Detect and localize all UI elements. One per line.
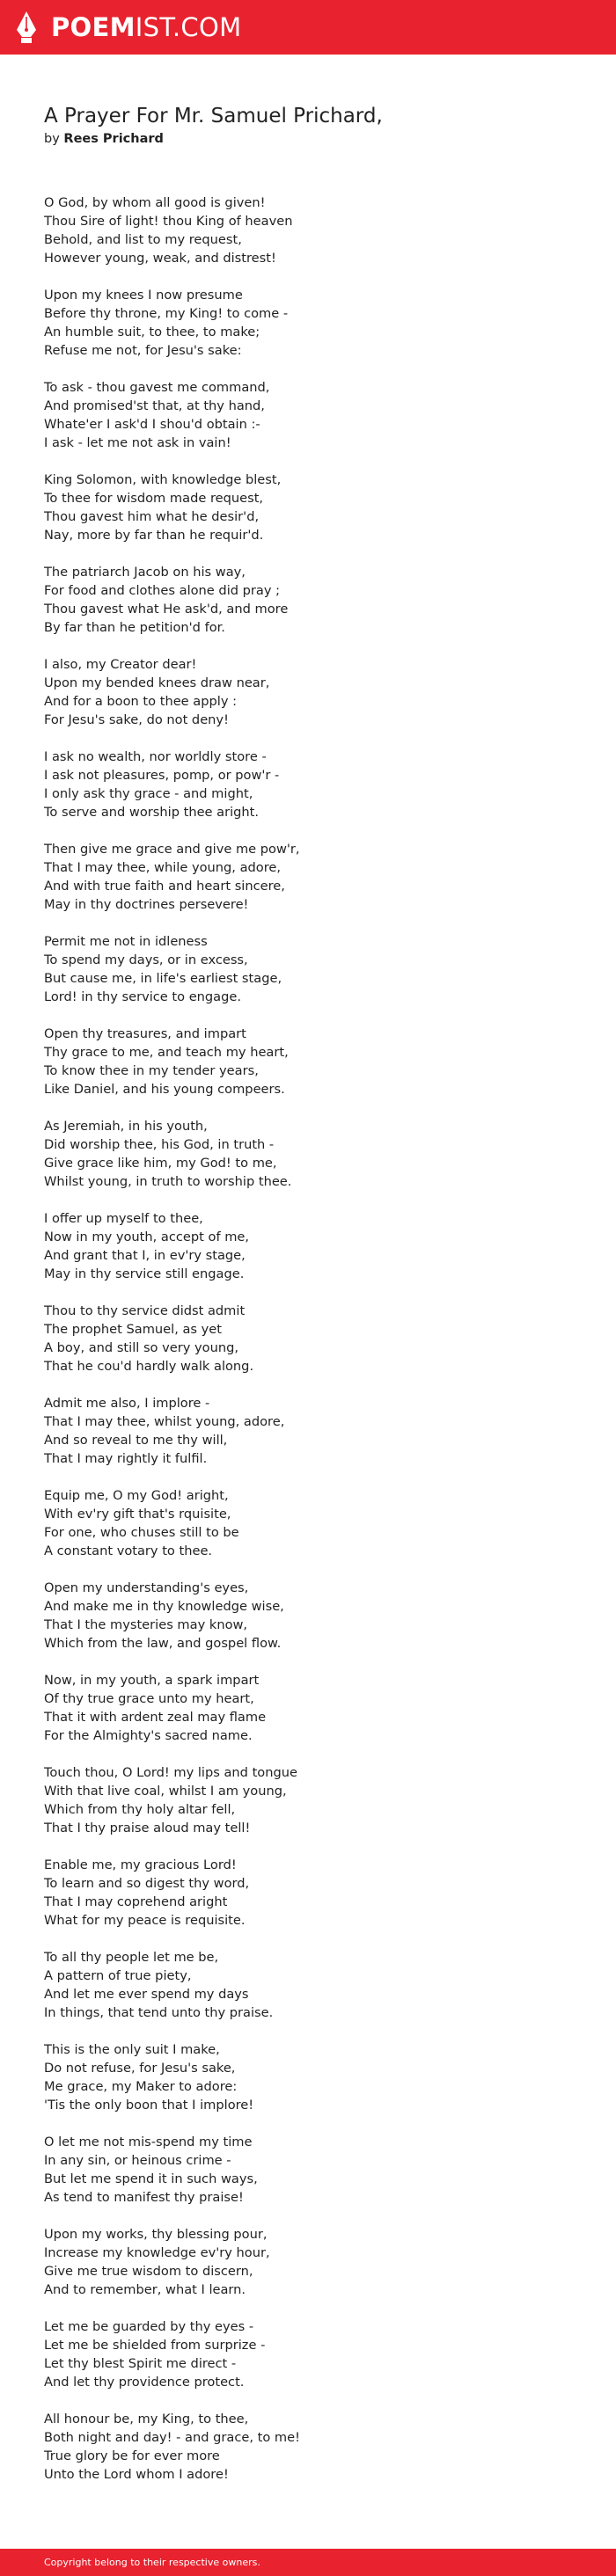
copyright-text: Copyright belong to their respective owners.: [44, 2557, 260, 2568]
poem-line: And let me ever spend my days: [44, 1987, 249, 2002]
stanza: [44, 286, 300, 360]
poem-line: But let me spend it in such ways,: [44, 2171, 258, 2186]
poem-line: To ask - thou gavest me command,: [44, 380, 270, 395]
poem-line: This is the only suit I make,: [44, 2042, 220, 2057]
poem-line: Refuse me not, for Jesu's sake:: [44, 343, 242, 358]
poem-title: A Prayer For Mr. Samuel Prichard,: [44, 105, 383, 128]
poem-line: Which from thy holy altar fell,: [44, 1802, 236, 1817]
poem-line: That I the mysteries may know,: [44, 1617, 248, 1632]
poem-line: May in thy doctrines persevere!: [44, 897, 249, 912]
poem-line: With ev'ry gift that's rquisite,: [44, 1507, 231, 1522]
author-link[interactable]: Rees Prichard: [63, 132, 164, 146]
poem-line: I offer up myself to thee,: [44, 1211, 203, 1226]
stanza: [44, 1579, 300, 1653]
poem-line: That I thy praise aloud may tell!: [44, 1821, 251, 1835]
stanza: [44, 1486, 300, 1560]
stanza: [44, 2410, 300, 2484]
poem-line: And for a boon to thee apply :: [44, 694, 238, 709]
poem-line: And promised'st that, at thy hand,: [44, 398, 265, 413]
stanza: [44, 2225, 300, 2299]
poem-line: Behold, and list to my request,: [44, 232, 242, 247]
poem-line: Before thy throne, my King! to come -: [44, 306, 289, 321]
poem-line: What for my peace is requisite.: [44, 1913, 246, 1928]
poem-line: And make me in thy knowledge wise,: [44, 1599, 284, 1614]
stanza: [44, 932, 300, 1006]
poem-line: Open thy treasures, and impart: [44, 1026, 246, 1041]
poem-line: Permit me not in idleness: [44, 934, 208, 949]
poem-line: And grant that I, in ev'ry stage,: [44, 1248, 246, 1263]
poem-line: Then give me grace and give me pow'r,: [44, 842, 300, 857]
stanza: [44, 193, 300, 267]
poem-line: And so reveal to me thy will,: [44, 1433, 228, 1448]
poem-line: That I may thee, whilst young, adore,: [44, 1414, 285, 1429]
stanza: [44, 1302, 300, 1376]
poem-line: To learn and so digest thy word,: [44, 1876, 250, 1891]
poem-line: I only ask thy grace - and might,: [44, 786, 253, 801]
poem-line: Upon my works, thy blessing pour,: [44, 2227, 268, 2242]
logo-light-text: IST.COM: [135, 12, 242, 42]
poem-body: [44, 193, 300, 2502]
poem-line: Thy grace to me, and teach my heart,: [44, 1045, 289, 1060]
stanza: [44, 655, 300, 729]
byline: [44, 130, 164, 148]
poem-line: Let me be shielded from surprize -: [44, 2338, 266, 2353]
stanza: [44, 1948, 300, 2022]
poem-line: An humble suit, to thee, to make;: [44, 325, 260, 339]
pen-nib-icon[interactable]: [15, 11, 38, 44]
poem-line: Give me true wisdom to discern,: [44, 2264, 253, 2279]
stanza: [44, 563, 300, 637]
poem-line: Let thy blest Spirit me direct -: [44, 2356, 237, 2371]
poem-line: Equip me, O my God! aright,: [44, 1488, 229, 1503]
stanza: [44, 748, 300, 821]
poem-line: And to remember, what I learn.: [44, 2282, 246, 2297]
poem-line: All honour be, my King, to thee,: [44, 2412, 249, 2426]
poem-line: Let me be guarded by thy eyes -: [44, 2319, 254, 2334]
poem-line: Unto the Lord whom I adore!: [44, 2467, 229, 2482]
poem-line: To all thy people let me be,: [44, 1950, 219, 1965]
poem-line: That I may thee, while young, adore,: [44, 860, 282, 875]
stanza: [44, 2317, 300, 2391]
poem-line: A constant votary to thee.: [44, 1543, 213, 1558]
poem-line: For food and clothes alone did pray ;: [44, 583, 281, 598]
poem-line: Lord! in thy service to engage.: [44, 989, 242, 1004]
stanza: [44, 1763, 300, 1837]
stanza: [44, 1209, 300, 1283]
poem-line: As Jeremiah, in his youth,: [44, 1119, 208, 1134]
poem-line: To spend my days, or in excess,: [44, 952, 248, 967]
poem-line: May in thy service still engage.: [44, 1266, 245, 1281]
poem-line: Whilst young, in truth to worship thee.: [44, 1174, 292, 1189]
poem-line: That it with ardent zeal may flame: [44, 1710, 267, 1725]
site-footer: [0, 2549, 616, 2576]
poem-line: And let thy providence protect.: [44, 2375, 245, 2390]
poem-line: Do not refuse, for Jesu's sake,: [44, 2061, 236, 2076]
poem-line: Increase my knowledge ev'ry hour,: [44, 2245, 270, 2260]
poem-line: In any sin, or heinous crime -: [44, 2153, 231, 2168]
poem-line: With that live coal, whilst I am young,: [44, 1784, 287, 1799]
poem-line: Now in my youth, accept of me,: [44, 1230, 250, 1244]
poem-line: For one, who chuses still to be: [44, 1525, 239, 1540]
poem-line: I ask - let me not ask in vain!: [44, 435, 231, 450]
poem-line: I ask not pleasures, pomp, or pow'r -: [44, 768, 280, 783]
poem-line: Thou Sire of light! thou King of heaven: [44, 214, 293, 229]
poem-line: Thou gavest him what he desir'd,: [44, 509, 260, 524]
poem-line: True glory be for ever more: [44, 2448, 220, 2463]
poem-line: For Jesu's sake, do not deny!: [44, 712, 229, 727]
poem-line: Me grace, my Maker to adore:: [44, 2079, 238, 2094]
poem-line: Whate'er I ask'd I shou'd obtain :-: [44, 417, 260, 432]
poem-line: Open my understanding's eyes,: [44, 1580, 249, 1595]
stanza: [44, 1856, 300, 1930]
poem-line: Upon my knees I now presume: [44, 288, 243, 303]
poem-line: That I may coprehend aright: [44, 1894, 228, 1909]
stanza: [44, 1117, 300, 1191]
poem-line: 'Tis the only boon that I implore!: [44, 2098, 254, 2113]
stanza: [44, 471, 300, 544]
stanza: [44, 1025, 300, 1098]
poem-line: Nay, more by far than he requir'd.: [44, 528, 264, 543]
stanza: [44, 1394, 300, 1468]
poem-line: As tend to manifest thy praise!: [44, 2190, 244, 2205]
by-label: by: [44, 132, 60, 146]
logo-bold-text: POEM: [51, 12, 136, 42]
poem-line: To serve and worship thee aright.: [44, 805, 260, 820]
poem-line: O let me not mis-spend my time: [44, 2135, 253, 2149]
poem-line: I ask no wealth, nor worldly store -: [44, 749, 267, 764]
poem-line: Give grace like him, my God! to me,: [44, 1156, 277, 1171]
stanza: [44, 2040, 300, 2114]
poem-line: The prophet Samuel, as yet: [44, 1322, 223, 1337]
poem-line: Touch thou, O Lord! my lips and tongue: [44, 1765, 297, 1780]
poem-line: To know thee in my tender years,: [44, 1063, 259, 1078]
poem-line: Admit me also, I implore -: [44, 1396, 210, 1411]
poem-line: Now, in my youth, a spark impart: [44, 1673, 260, 1688]
stanza: [44, 2133, 300, 2207]
poem-line: In things, that tend unto thy praise.: [44, 2005, 274, 2020]
poem-line: A boy, and still so very young,: [44, 1340, 238, 1355]
poem-line: The patriarch Jacob on his way,: [44, 565, 246, 580]
poem-line: However young, weak, and distrest!: [44, 251, 276, 266]
poem-line: Thou to thy service didst admit: [44, 1303, 246, 1318]
poem-line: By far than he petition'd for.: [44, 620, 225, 635]
poem-line: But cause me, in life's earliest stage,: [44, 971, 282, 986]
poem-line: A pattern of true piety,: [44, 1968, 192, 1983]
poem-line: Thou gavest what He ask'd, and more: [44, 602, 289, 617]
poem-line: To thee for wisdom made request,: [44, 491, 264, 506]
stanza: [44, 1671, 300, 1745]
poem-line: King Solomon, with knowledge blest,: [44, 472, 282, 487]
poem-line: O God, by whom all good is given!: [44, 195, 266, 210]
stanza: [44, 840, 300, 914]
poem-line: That I may rightly it fulfil.: [44, 1451, 208, 1466]
poem-line: Enable me, my gracious Lord!: [44, 1857, 237, 1872]
poem-line: Upon my bended knees draw near,: [44, 675, 270, 690]
poem-line: That he cou'd hardly walk along.: [44, 1359, 254, 1374]
poem-line: For the Almighty's sacred name.: [44, 1728, 253, 1743]
poem-line: I also, my Creator dear!: [44, 657, 197, 672]
poem-line: Like Daniel, and his young compeers.: [44, 1082, 285, 1097]
stanza: [44, 378, 300, 452]
poem-line: And with true faith and heart sincere,: [44, 879, 285, 894]
poem-line: Which from the law, and gospel flow.: [44, 1636, 282, 1651]
poem-line: Of thy true grace unto my heart,: [44, 1691, 254, 1706]
site-logo[interactable]: [51, 11, 241, 44]
poem-line: Did worship thee, his God, in truth -: [44, 1137, 275, 1152]
site-header: [0, 0, 616, 55]
poem-line: Both night and day! - and grace, to me!: [44, 2430, 300, 2445]
